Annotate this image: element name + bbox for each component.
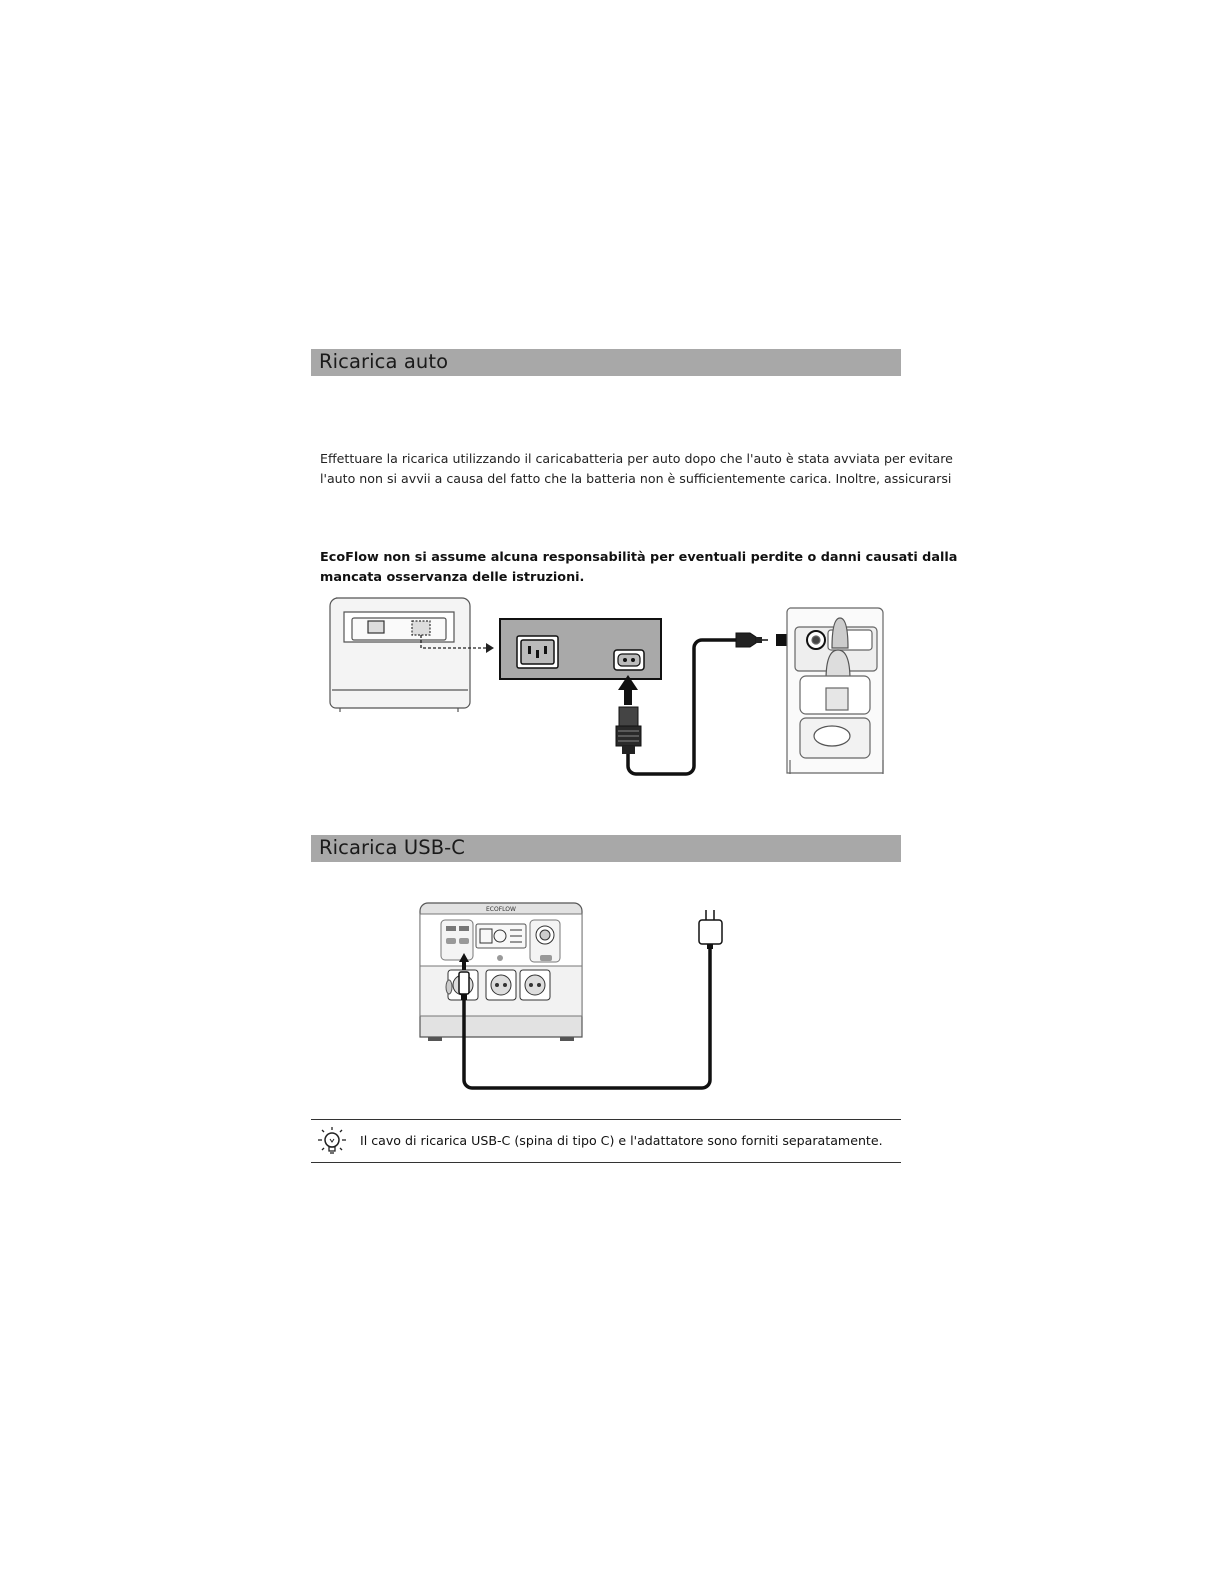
- paragraph-line-1: Effettuare la ricarica utilizzando il caricabatteria per auto dopo che l'auto è stata avviata per evitare: [320, 451, 953, 466]
- section-title: Ricarica auto: [319, 350, 449, 373]
- warning-line-1: EcoFlow non si assume alcuna responsabilità per eventuali perdite o danni causati dalla: [320, 550, 958, 565]
- lightbulb-icon: [314, 1125, 350, 1159]
- wall-adapter-illustration: [699, 910, 722, 949]
- section-title: Ricarica USB-C: [319, 836, 466, 859]
- paragraph-line-2: l'auto non si avvii a causa del fatto che la batteria non è sufficientemente carica. Inoltre, assicurarsi: [320, 471, 952, 486]
- warning-line-2: mancata osservanza delle istruzioni.: [320, 570, 585, 585]
- tip-bottom-rule: [311, 1162, 901, 1163]
- tip-top-rule: [311, 1119, 901, 1120]
- device-brand-label: ECOFLOW: [486, 906, 516, 913]
- power-station-front-illustration: [420, 903, 582, 1041]
- tip-text: Il cavo di ricarica USB-C (spina di tipo C) e l'adattatore sono forniti separatamente.: [360, 1133, 883, 1148]
